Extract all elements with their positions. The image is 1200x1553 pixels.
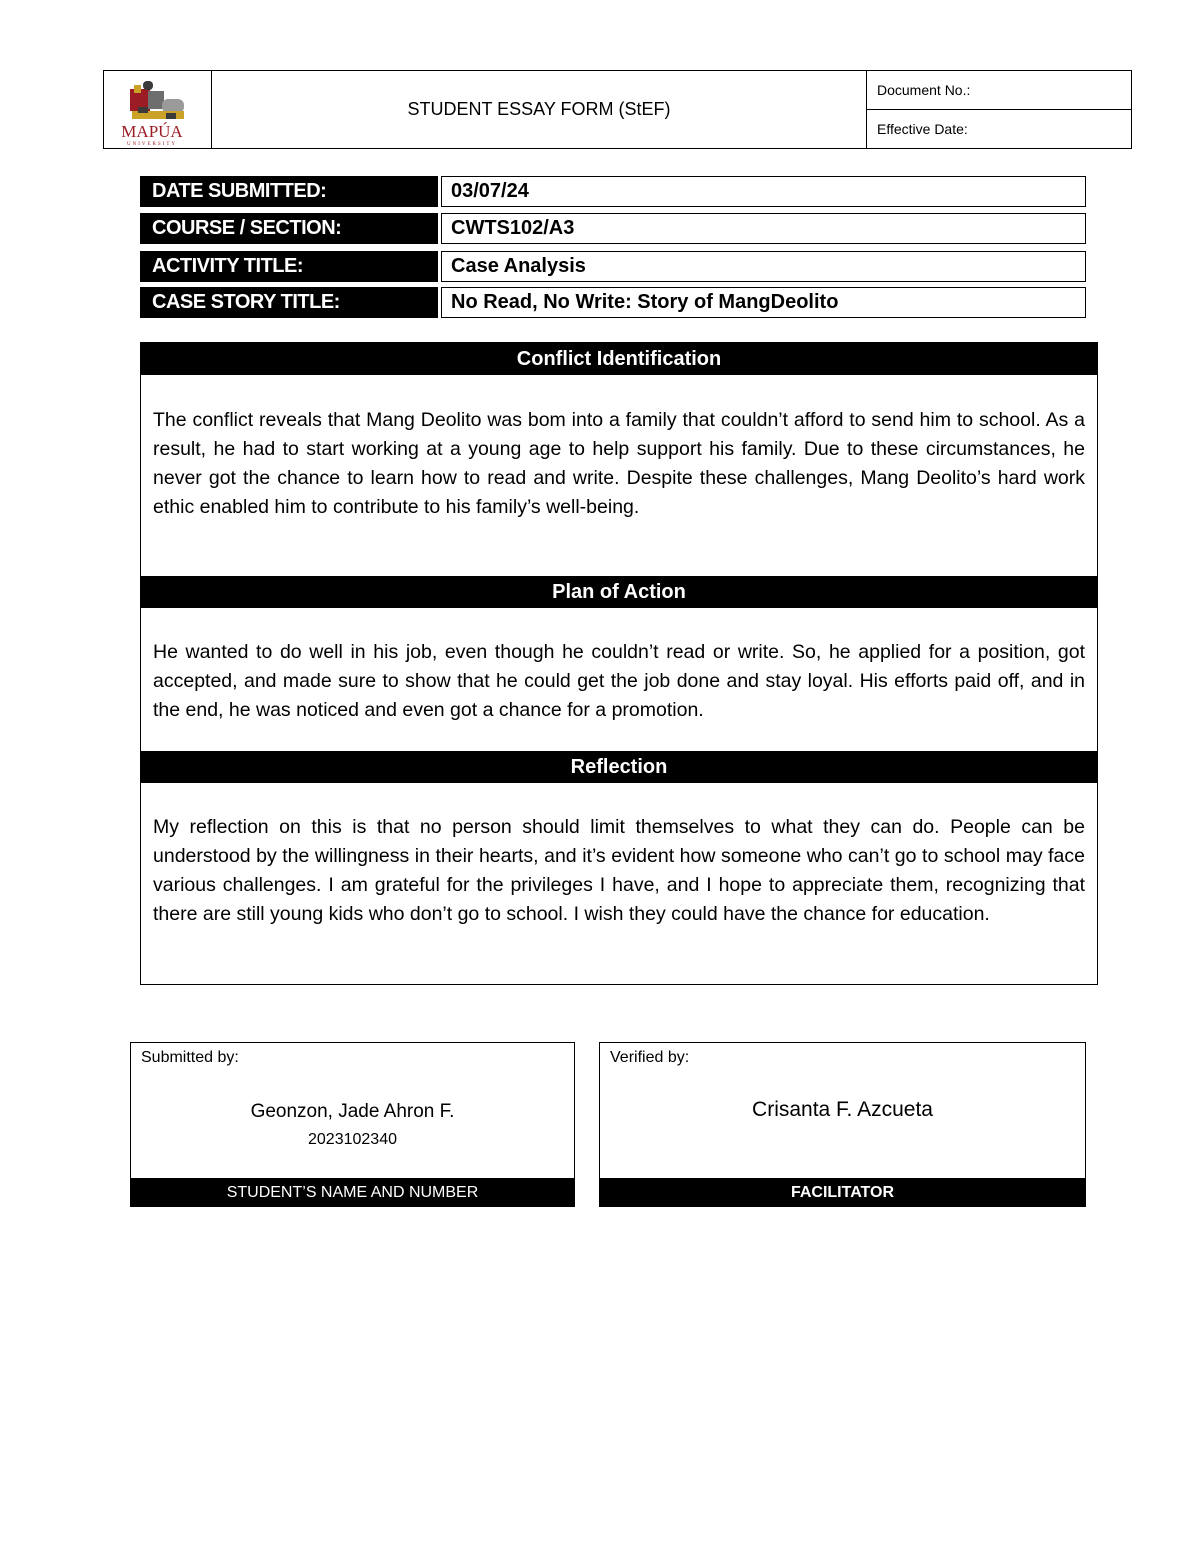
form-header: [103, 70, 1132, 149]
submitted-by-box: [130, 1042, 575, 1207]
plan-of-action-heading: Plan of Action: [141, 576, 1097, 608]
date-submitted-value: 03/07/24: [441, 176, 1086, 207]
student-name: Geonzon, Jade Ahron F.: [250, 1101, 455, 1122]
activity-title-row: [140, 251, 1086, 282]
date-submitted-label: DATE SUBMITTED:: [140, 176, 438, 207]
logo-subtext: UNIVERSITY: [127, 142, 177, 147]
effective-date-label: Effective Date:: [877, 121, 968, 137]
plan-of-action-text: He wanted to do well in his job, even though he couldn’t read or write. So, he applied for a position, got accepted, and made sure to show that he could get the job done and stay loyal. His efforts paid off, and in the end, he was noticed and even got a chance for a promotion.: [153, 641, 1085, 721]
student-name-number-footer: STUDENT’S NAME AND NUMBER: [130, 1178, 575, 1207]
submitted-by-label: Submitted by:: [141, 1049, 239, 1066]
activity-title-label: ACTIVITY TITLE:: [140, 251, 438, 282]
conflict-identification-heading: Conflict Identification: [141, 343, 1097, 375]
course-section-value: CWTS102/A3: [441, 213, 1086, 244]
facilitator-name: Crisanta F. Azcueta: [752, 1098, 933, 1121]
case-story-title-row: [140, 287, 1086, 318]
mapua-logo-icon: [104, 71, 211, 148]
verified-by-label: Verified by:: [610, 1049, 690, 1066]
logo-wordmark: MAPÚA: [121, 122, 183, 141]
logo-cell: [104, 71, 212, 148]
course-section-label: COURSE / SECTION:: [140, 213, 438, 244]
facilitator-footer: FACILITATOR: [599, 1178, 1086, 1207]
essay-sections: [140, 342, 1098, 985]
document-meta: [867, 71, 1131, 148]
case-story-title-label: CASE STORY TITLE:: [140, 287, 438, 318]
reflection-heading: Reflection: [141, 751, 1097, 783]
date-submitted-row: [140, 176, 1086, 207]
conflict-identification-text: The conflict reveals that Mang Deolito was bom into a family that couldn’t afford to send him to school. As a result, he had to start working at a young age to help support his family. Due to these circumstances, he never got the chance to learn how to read and write. Despite these challenges, Mang Deolito’s hard work ethic enabled him to contribute to his family’s well-being.: [153, 409, 1085, 518]
reflection-text: My reflection on this is that no person should limit themselves to what they can do. People can be understood by the willingness in their hearts, and it’s evident how someone who can’t go to school may face various challenges. I am grateful for the privileges I have, and I hope to appreciate them, recognizing that there are still young kids who don’t go to school. I wish they could have the chance for education.: [153, 816, 1085, 925]
course-section-row: [140, 213, 1086, 244]
case-story-title-value: No Read, No Write: Story of MangDeolito: [441, 287, 1086, 318]
activity-title-value: Case Analysis: [441, 251, 1086, 282]
document-no-label: Document No.:: [867, 71, 1131, 110]
form-title: STUDENT ESSAY FORM (StEF): [212, 71, 867, 148]
verified-by-box: [599, 1042, 1086, 1207]
student-number: 2023102340: [308, 1131, 397, 1148]
